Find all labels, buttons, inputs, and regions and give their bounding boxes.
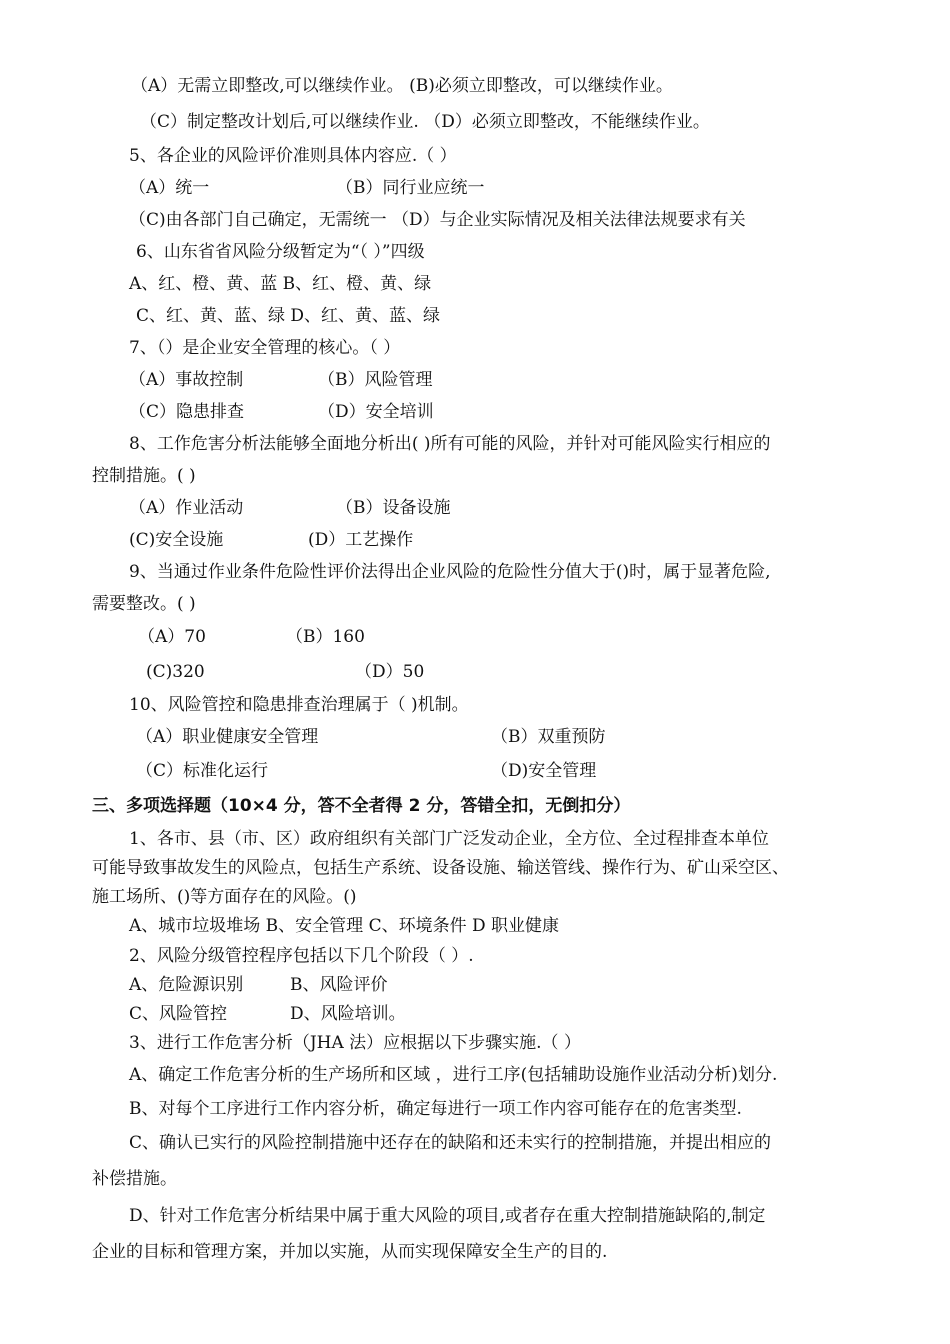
- q8-stem-line2: 控制措施。( ): [92, 466, 196, 486]
- q8-option-d: (D）工艺操作: [308, 530, 414, 550]
- q9-stem-line2: 需要整改。( ): [92, 594, 196, 614]
- q7-option-a: （A）事故控制: [129, 370, 244, 390]
- mq1-stem-line1: 1、各市、县（市、区）政府组织有关部门广泛发动企业，全方位、全过程排查本单位: [129, 829, 769, 849]
- q8-option-a: （A）作业活动: [129, 498, 244, 518]
- mq3-option-b: B、对每个工序进行工作内容分析，确定每进行一项工作内容可能存在的危害类型.: [129, 1099, 742, 1119]
- q4-options-ab: （A）无需立即整改,可以继续作业。 (B)必须立即整改，可以继续作业。: [131, 76, 673, 96]
- q5-option-b: （B）同行业应统一: [336, 178, 485, 198]
- q7-option-d: （D）安全培训: [318, 402, 434, 422]
- q6-options-ab: A、红、橙、黄、蓝 B、红、橙、黄、绿: [129, 274, 432, 294]
- q10-option-d: （D)安全管理: [491, 761, 597, 781]
- q10-stem: 10、风险管控和隐患排查治理属于（ )机制。: [129, 695, 469, 715]
- mq3-option-d-line1: D、针对工作危害分析结果中属于重大风险的项目,或者存在重大控制措施缺陷的,制定: [129, 1206, 766, 1226]
- q5-option-a: （A）统一: [129, 178, 210, 198]
- mq2-option-c: C、风险管控: [129, 1004, 228, 1024]
- mq3-stem: 3、进行工作危害分析（JHA 法）应根据以下步骤实施.（ ）: [129, 1033, 581, 1053]
- q10-option-c: （C）标准化运行: [136, 761, 269, 781]
- q10-option-a: （A）职业健康安全管理: [136, 727, 319, 747]
- q5-stem: 5、各企业的风险评价准则具体内容应.（ ）: [129, 146, 457, 166]
- q4-options-cd: （C）制定整改计划后,可以继续作业. （D）必须立即整改，不能继续作业。: [140, 112, 710, 132]
- q9-option-d: （D）50: [355, 662, 425, 682]
- mq1-stem-line2: 可能导致事故发生的风险点，包括生产系统、设备设施、输送管线、操作行为、矿山采空区、: [92, 858, 789, 878]
- mq1-options: A、城市垃圾堆场 B、安全管理 C、环境条件 D 职业健康: [129, 916, 560, 936]
- q8-option-c: (C)安全设施: [129, 530, 224, 550]
- q9-option-c: (C)320: [146, 662, 205, 682]
- mq3-option-a: A、确定工作危害分析的生产场所和区域 ，进行工序(包括辅助设施作业活动分析)划分.: [129, 1065, 778, 1085]
- section-heading-multiple-choice: 三、多项选择题（10×4 分，答不全者得 2 分，答错全扣，无倒扣分）: [92, 796, 631, 816]
- mq2-option-d: D、风险培训。: [290, 1004, 406, 1024]
- mq3-option-c-line1: C、确认已实行的风险控制措施中还存在的缺陷和还未实行的控制措施，并提出相应的: [129, 1133, 772, 1153]
- q6-stem: 6、山东省省风险分级暂定为“（ ）”四级: [136, 242, 425, 262]
- mq2-option-b: B、风险评价: [290, 975, 388, 995]
- q7-option-c: （C）隐患排查: [129, 402, 245, 422]
- q9-stem-line1: 9、当通过作业条件危险性评价法得出企业风险的危险性分值大于()时，属于显著危险,: [129, 562, 771, 582]
- q7-option-b: （B）风险管理: [318, 370, 433, 390]
- q8-option-b: （B）设备设施: [336, 498, 451, 518]
- q8-stem-line1: 8、工作危害分析法能够全面地分析出( )所有可能的风险，并针对可能风险实行相应的: [129, 434, 771, 454]
- q9-option-b: （B）160: [286, 627, 365, 647]
- q7-stem: 7、（）是企业安全管理的核心。（ ）: [129, 338, 401, 358]
- mq3-option-c-line2: 补偿措施。: [92, 1169, 177, 1189]
- mq1-stem-line3: 施工场所、()等方面存在的风险。(): [92, 887, 357, 907]
- q6-options-cd: C、红、黄、蓝、绿 D、红、黄、蓝、绿: [136, 306, 441, 326]
- mq2-stem: 2、风险分级管控程序包括以下几个阶段（ ）.: [129, 946, 474, 966]
- mq3-option-d-line2: 企业的目标和管理方案，并加以实施，从而实现保障安全生产的目的.: [92, 1242, 608, 1262]
- mq2-option-a: A、危险源识别: [129, 975, 244, 995]
- q5-options-cd: （C)由各部门自己确定，无需统一 （D）与企业实际情况及相关法律法规要求有关: [129, 210, 746, 230]
- q9-option-a: （A）70: [138, 627, 206, 647]
- q10-option-b: （B）双重预防: [491, 727, 606, 747]
